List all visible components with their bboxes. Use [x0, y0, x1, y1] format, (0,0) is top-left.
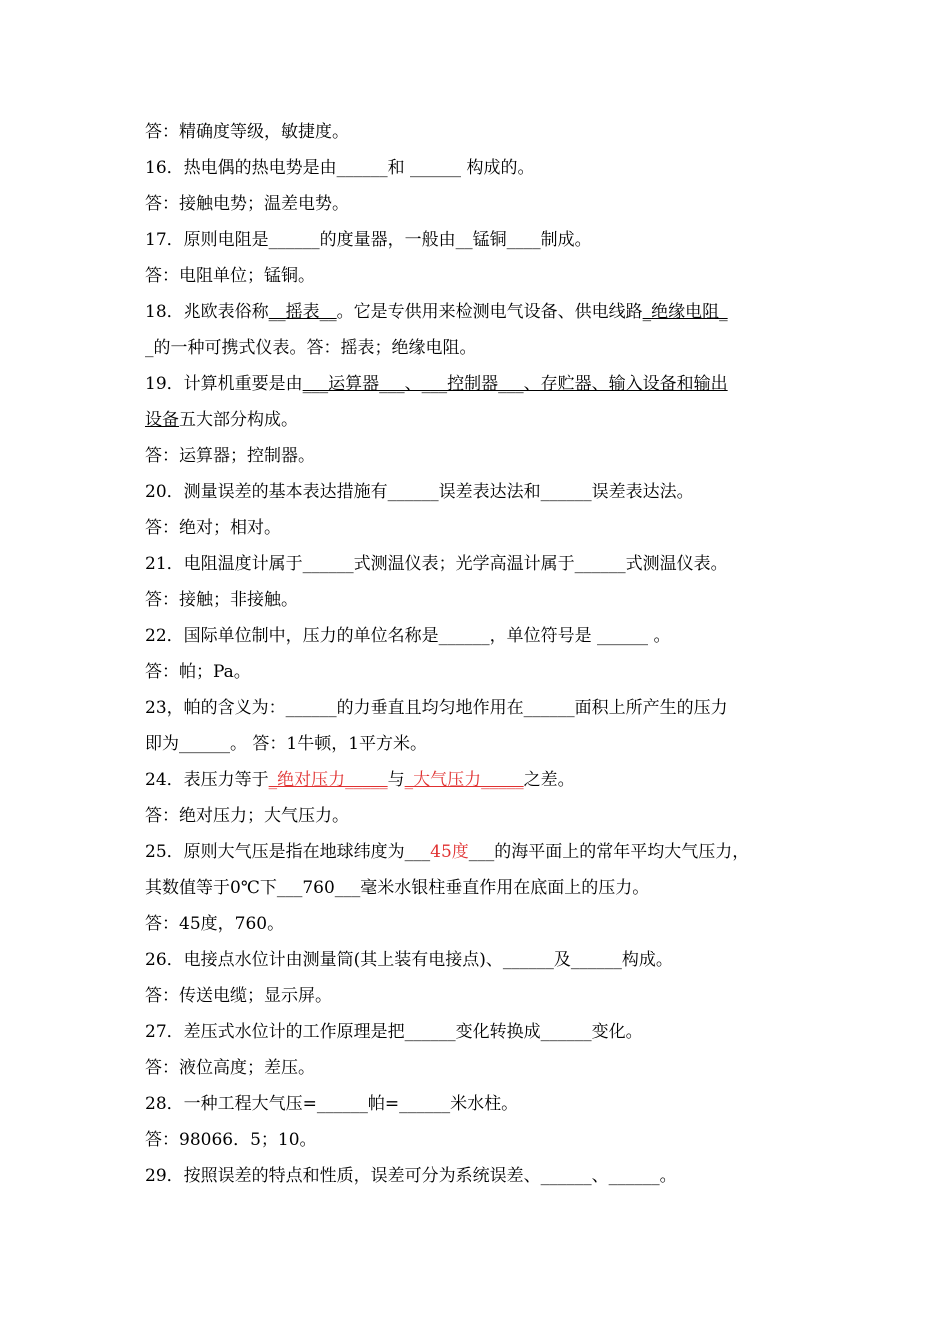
answer-15: 答：精确度等级，敏捷度。: [145, 122, 349, 142]
question-18-cont: _的一种可携式仪表。答：摇表；绝缘电阻。: [145, 338, 477, 358]
answer-24: 答：绝对压力；大气压力。: [145, 806, 349, 826]
document-page: [145, 114, 810, 1194]
answer-16: 答：接触电势；温差电势。: [145, 194, 349, 214]
answer-22: 答：帕；Pa。: [145, 662, 251, 682]
question-19: 19．计算机重要是由___运算器___、___控制器___、存贮器、输入设备和输出: [145, 374, 728, 394]
answer-21: 答：接触；非接触。: [145, 590, 298, 610]
question-24: 24．表压力等于_绝对压力_____与_大气压力_____之差。: [145, 770, 575, 790]
question-18: 18．兆欧表俗称__摇表__。它是专供用来检测电气设备、供电线路_绝缘电阻_: [145, 302, 728, 322]
question-16: 16．热电偶的热电势是由______和 ______ 构成的。: [145, 158, 535, 178]
answer-19: 答：运算器；控制器。: [145, 446, 315, 466]
answer-17: 答：电阻单位；锰铜。: [145, 266, 315, 286]
answer-27: 答：液位高度；差压。: [145, 1058, 315, 1078]
question-25: 25．原则大气压是指在地球纬度为___45度___的海平面上的常年平均大气压力，: [145, 842, 750, 862]
q19-blank: ___运算器___、___控制器___、存贮器、输入设备和输出: [302, 374, 728, 394]
answer-20: 答：绝对；相对。: [145, 518, 281, 538]
answer-25: 答：45度，760。: [145, 914, 285, 934]
question-22: 22．国际单位制中，压力的单位名称是______，单位符号是 ______ 。: [145, 626, 671, 646]
q24-blank-1: _绝对压力_____: [268, 770, 388, 790]
question-29: 29．按照误差的特点和性质，误差可分为系统误差、______、______。: [145, 1166, 677, 1186]
q18-blank-1: __摇表__: [268, 302, 337, 322]
question-21: 21．电阻温度计属于______式测温仪表；光学高温计属于______式测温仪表。: [145, 554, 728, 574]
question-26: 26．电接点水位计由测量筒(其上装有电接点)、______及______构成。: [145, 950, 673, 970]
question-25-cont: 其数值等于0℃下___760___毫米水银柱垂直作用在底面上的压力。: [145, 878, 650, 898]
answer-28: 答：98066．5；10。: [145, 1130, 317, 1150]
q24-blank-2: _大气压力_____: [404, 770, 524, 790]
question-28: 28．一种工程大气压=______帕=______米水柱。: [145, 1094, 519, 1114]
answer-26: 答：传送电缆；显示屏。: [145, 986, 332, 1006]
q18-blank-2: _绝缘电阻_: [642, 302, 728, 322]
question-19-cont: 设备五大部分构成。: [145, 410, 298, 430]
question-27: 27．差压式水位计的工作原理是把______变化转换成______变化。: [145, 1022, 643, 1042]
question-23-cont: 即为______。 答：1牛顿，1平方米。: [145, 734, 428, 754]
question-17: 17．原则电阻是______的度量器，一般由__锰铜____制成。: [145, 230, 592, 250]
q25-red-answer: 45度: [430, 842, 469, 862]
question-23: 23，帕的含义为：______的力垂直且均匀地作用在______面积上所产生的压力: [145, 698, 728, 718]
question-20: 20．测量误差的基本表达措施有______误差表达法和______误差表达法。: [145, 482, 694, 502]
